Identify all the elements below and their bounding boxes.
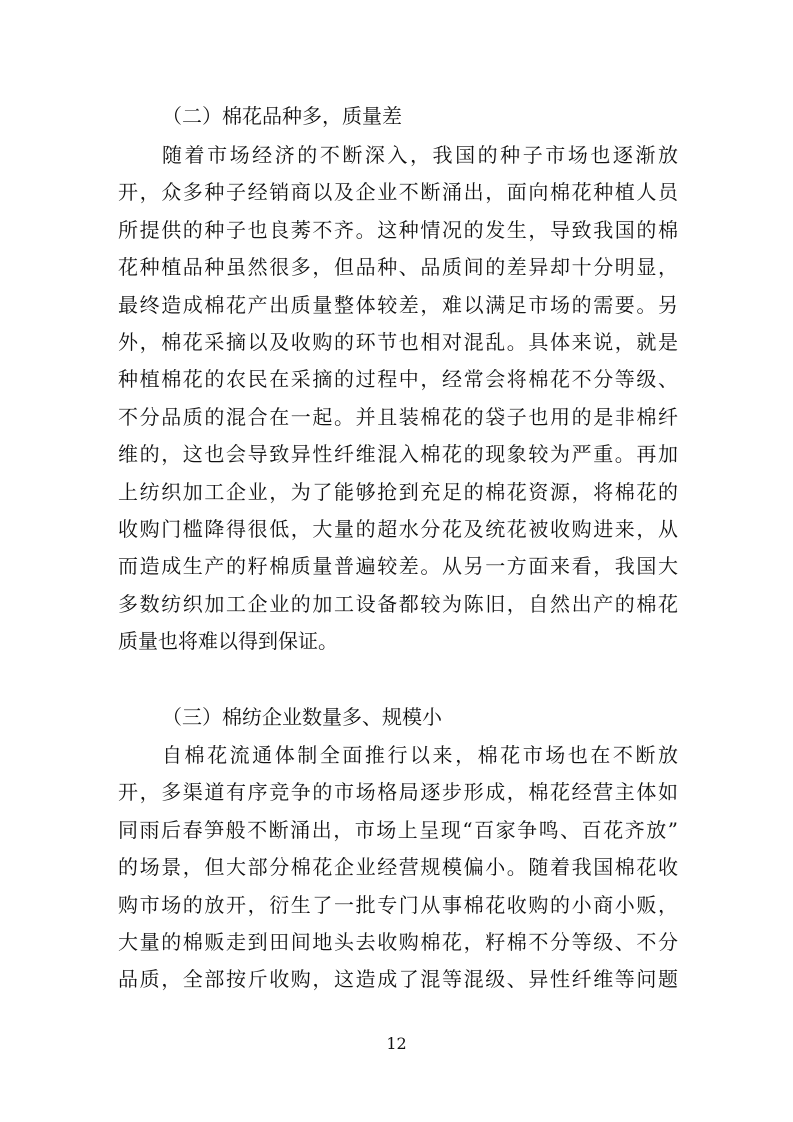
paragraph-line: 大量的棉贩走到田间地头去收购棉花，籽棉不分等级、不分 bbox=[118, 929, 678, 954]
paragraph-line: 花种植品种虽然很多，但品种、品质间的差异却十分明显， bbox=[118, 255, 678, 280]
section-3-paragraph bbox=[118, 737, 678, 999]
paragraph-line: 品质，全部按斤收购，这造成了混等混级、异性纤维等问题 bbox=[118, 967, 678, 992]
paragraph-line: 自棉花流通体制全面推行以来，棉花市场也在不断放 bbox=[162, 743, 678, 767]
paragraph-line: 上纺织加工企业，为了能够抢到充足的棉花资源，将棉花的 bbox=[118, 479, 678, 504]
paragraph-line: 种植棉花的农民在采摘的过程中，经常会将棉花不分等级、 bbox=[118, 367, 678, 392]
paragraph-line: 最终造成棉花产出质量整体较差，难以满足市场的需要。另 bbox=[118, 292, 678, 317]
section-2-paragraph bbox=[118, 137, 678, 660]
paragraph-line: 外，棉花采摘以及收购的环节也相对混乱。具体来说，就是 bbox=[118, 329, 678, 354]
paragraph-line: 随着市场经济的不断深入，我国的种子市场也逐渐放 bbox=[162, 143, 678, 167]
paragraph-line: 收购门槛降得很低，大量的超水分花及统花被收购进来，从 bbox=[118, 516, 678, 541]
section-2-heading: （二）棉花品种多，质量差 bbox=[162, 104, 402, 128]
paragraph-line: 开，多渠道有序竞争的市场格局逐步形成，棉花经营主体如 bbox=[118, 780, 678, 805]
paragraph-line: 开，众多种子经销商以及企业不断涌出，面向棉花种植人员 bbox=[118, 180, 678, 205]
paragraph-line: 而造成生产的籽棉质量普遍较差。从另一方面来看，我国大 bbox=[118, 554, 678, 579]
paragraph-line: 不分品质的混合在一起。并且装棉花的袋子也用的是非棉纤 bbox=[118, 404, 678, 429]
paragraph-line: 购市场的放开，衍生了一批专门从事棉花收购的小商小贩， bbox=[118, 892, 678, 917]
paragraph-line: 所提供的种子也良莠不齐。这种情况的发生，导致我国的棉 bbox=[118, 217, 678, 242]
paragraph-line: 多数纺织加工企业的加工设备都较为陈旧，自然出产的棉花 bbox=[118, 591, 678, 616]
paragraph-line: 的场景，但大部分棉花企业经营规模偏小。随着我国棉花收 bbox=[118, 855, 678, 880]
paragraph-line: 质量也将难以得到保证。 bbox=[118, 629, 338, 654]
page-number: 12 bbox=[386, 1034, 407, 1053]
paragraph-line: 维的，这也会导致异性纤维混入棉花的现象较为严重。再加 bbox=[118, 442, 678, 467]
section-3-heading: （三）棉纺企业数量多、规模小 bbox=[162, 705, 442, 729]
paragraph-line: 同雨后春笋般不断涌出，市场上呈现“百家争鸣、百花齐放” bbox=[118, 817, 678, 842]
